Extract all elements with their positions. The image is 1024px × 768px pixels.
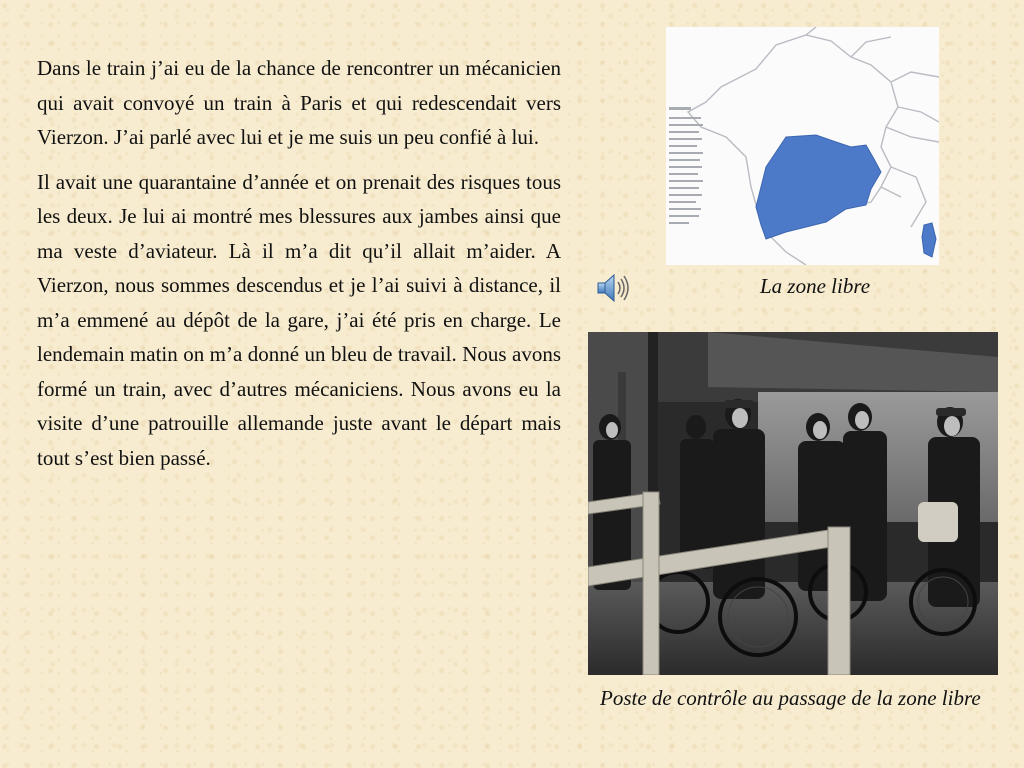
body-text xyxy=(37,51,561,485)
zone-libre-map xyxy=(666,27,939,265)
paragraph-2: Il avait une quarantaine d’année et on prenait des risques tous les deux. Je lui ai montré mes blessures aux jambes ainsi que ma veste d’aviateur. Là il m’a dit qu’il allait m’aider. A Vierzon, nous sommes descendus et je l’ai suivi à distance, il m’a emmené au dépôt de la gare, j’ai été pris en charge. Le lendemain matin on m’a donné un bleu de travail. Nous avons formé un train, avec d’autres mécaniciens. Nous avons eu la visite d’une patrouille allemande juste avant le départ mais tout s’est bien passé. xyxy=(37,169,561,470)
paragraph-1: Dans le train j’ai eu de la chance de rencontrer un mécanicien qui avait convoyé un train à Paris et qui redescendait vers Vierzon. J’ai parlé avec lui et je me suis un peu confié à lui. xyxy=(37,56,561,149)
speaker-icon[interactable] xyxy=(595,271,631,305)
checkpoint-photo xyxy=(588,332,998,675)
photo-caption: Poste de contrôle au passage de la zone libre xyxy=(600,686,981,710)
map-caption: La zone libre xyxy=(760,274,871,298)
